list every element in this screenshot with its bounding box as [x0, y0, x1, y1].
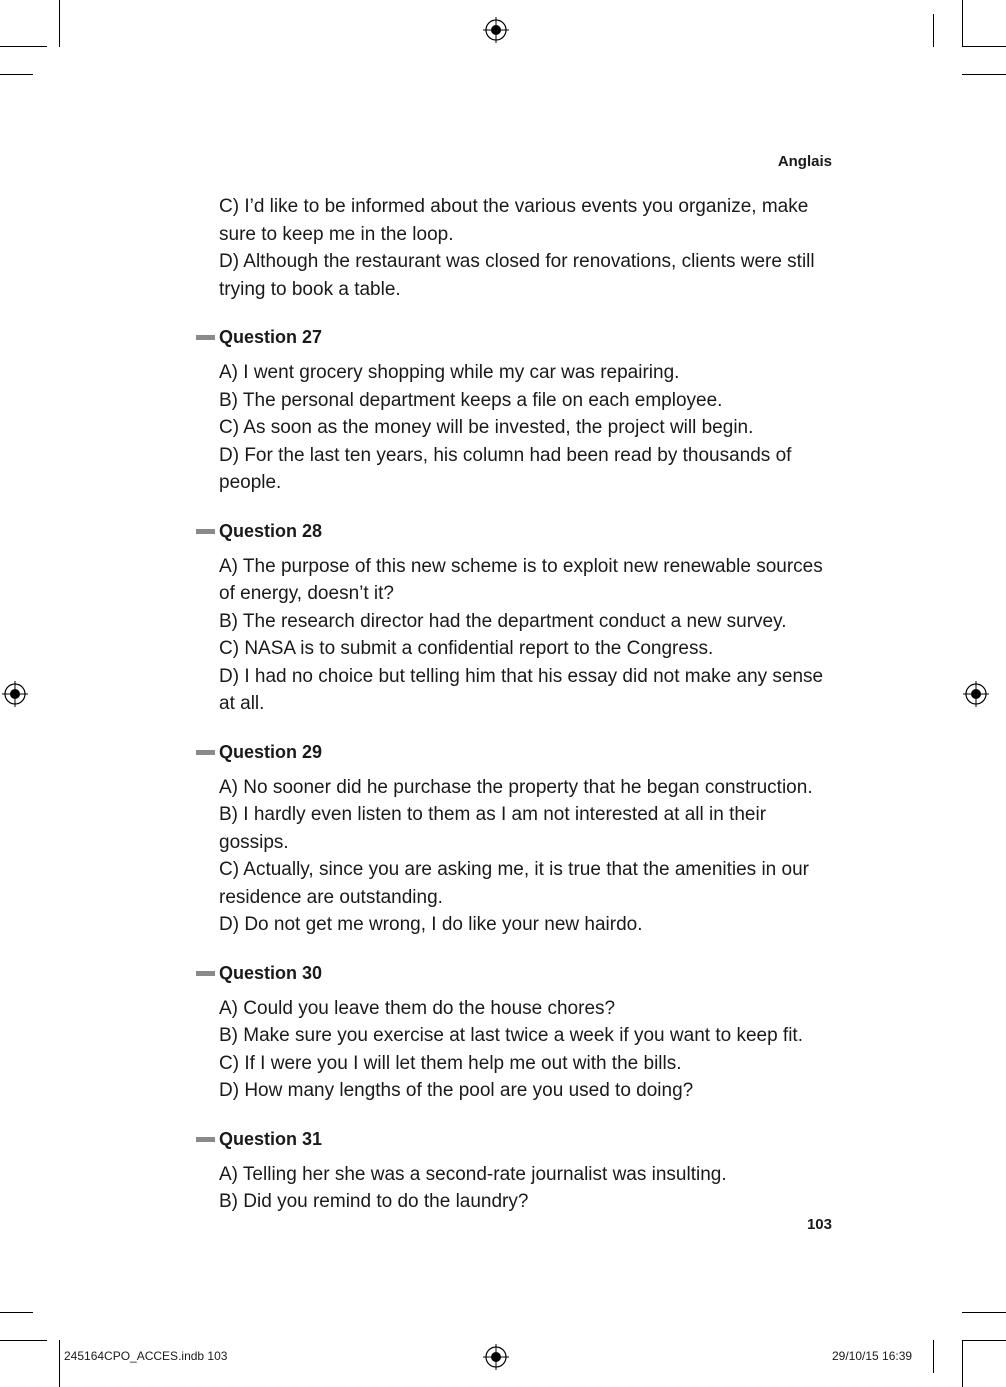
answer-option: B) The personal department keeps a file on each employee.: [219, 389, 723, 411]
crop-mark: [59, 0, 60, 47]
question-heading: [219, 958, 833, 988]
page-number: 103: [806, 1216, 832, 1233]
question-title: Question 27: [219, 327, 323, 347]
bar-bullet-icon: [196, 750, 215, 755]
answer-option: B) The research director had the department conduct a new survey.: [219, 610, 787, 632]
section-header: Anglais: [777, 153, 832, 170]
crop-mark: [962, 74, 1006, 75]
question-block: [219, 958, 833, 1105]
crop-mark: [962, 1312, 1006, 1313]
answer-option: A) The purpose of this new scheme is to exploit new renewable sources of energy, doesn’t it?: [219, 555, 823, 604]
crop-mark: [933, 1340, 934, 1373]
question-block: [219, 516, 833, 718]
answer-option: A) I went grocery shopping while my car was repairing.: [219, 362, 680, 383]
bar-bullet-icon: [196, 1137, 215, 1142]
question-title: Question 28: [219, 520, 323, 541]
crop-mark: [0, 74, 33, 75]
crop-mark: [962, 0, 963, 47]
answer-option: A) Telling her she was a second-rate journalist was insulting.: [219, 1163, 727, 1185]
question-heading: [219, 1124, 833, 1154]
answer-option: B) Make sure you exercise at last twice a week if you want to keep fit.: [219, 1025, 803, 1046]
crop-mark: [0, 46, 47, 47]
crop-mark: [59, 1340, 60, 1387]
question-block: [219, 322, 833, 497]
answer-option: C) Actually, since you are asking me, it is true that the amenities in our residence are outstanding.: [219, 859, 809, 908]
crop-mark: [0, 1340, 47, 1341]
answer-option: C) If I were you I will let them help me out with the bills.: [219, 1052, 682, 1074]
question-heading: [219, 322, 833, 352]
registration-mark-icon: [483, 17, 509, 43]
answer-option: B) Did you remind to do the laundry?: [219, 1191, 529, 1212]
answer-option: D) Do not get me wrong, I do like your new hairdo.: [219, 914, 643, 935]
crop-mark: [962, 46, 1006, 47]
answer-option: A) No sooner did he purchase the property that he began construction.: [219, 776, 813, 798]
answer-option: D) How many lengths of the pool are you used to doing?: [219, 1080, 694, 1101]
question-block: [219, 1124, 833, 1216]
bar-bullet-icon: [196, 335, 215, 340]
bar-bullet-icon: [196, 529, 215, 534]
registration-mark-icon: [2, 681, 28, 707]
question-title: Question 29: [219, 741, 323, 762]
question-block: [219, 737, 833, 939]
registration-mark-icon: [483, 1344, 509, 1370]
answer-option: C) As soon as the money will be invested, the project will begin.: [219, 417, 754, 438]
question-heading: [219, 516, 833, 546]
intro-line: C) I’d like to be informed about the various events you organize, make sure to keep me in the loop.: [219, 196, 809, 245]
crop-mark: [962, 1340, 963, 1387]
intro-line: D) Although the restaurant was closed for renovations, clients were still trying to book a table.: [219, 251, 815, 300]
answer-option: C) NASA is to submit a confidential report to the Congress.: [219, 638, 714, 659]
slug-file-info: 245164CPO_ACCES.indb 103: [64, 1349, 228, 1363]
page-body: [219, 193, 833, 1216]
registration-mark-icon: [963, 681, 989, 707]
answer-option: B) I hardly even listen to them as I am not interested at all in their gossips.: [219, 804, 767, 853]
question-title: Question 31: [219, 1128, 323, 1149]
answer-option: D) I had no choice but telling him that his essay did not make any sense at all.: [219, 665, 824, 714]
crop-mark: [962, 1340, 1006, 1341]
slug-datetime: 29/10/15 16:39: [832, 1349, 913, 1363]
crop-mark: [0, 1312, 33, 1313]
answer-option: A) Could you leave them do the house chores?: [219, 997, 616, 1019]
bar-bullet-icon: [196, 971, 215, 976]
crop-mark: [933, 14, 934, 47]
question-title: Question 30: [219, 962, 323, 983]
answer-option: D) For the last ten years, his column had been read by thousands of people.: [219, 444, 792, 493]
question-heading: [219, 737, 833, 767]
